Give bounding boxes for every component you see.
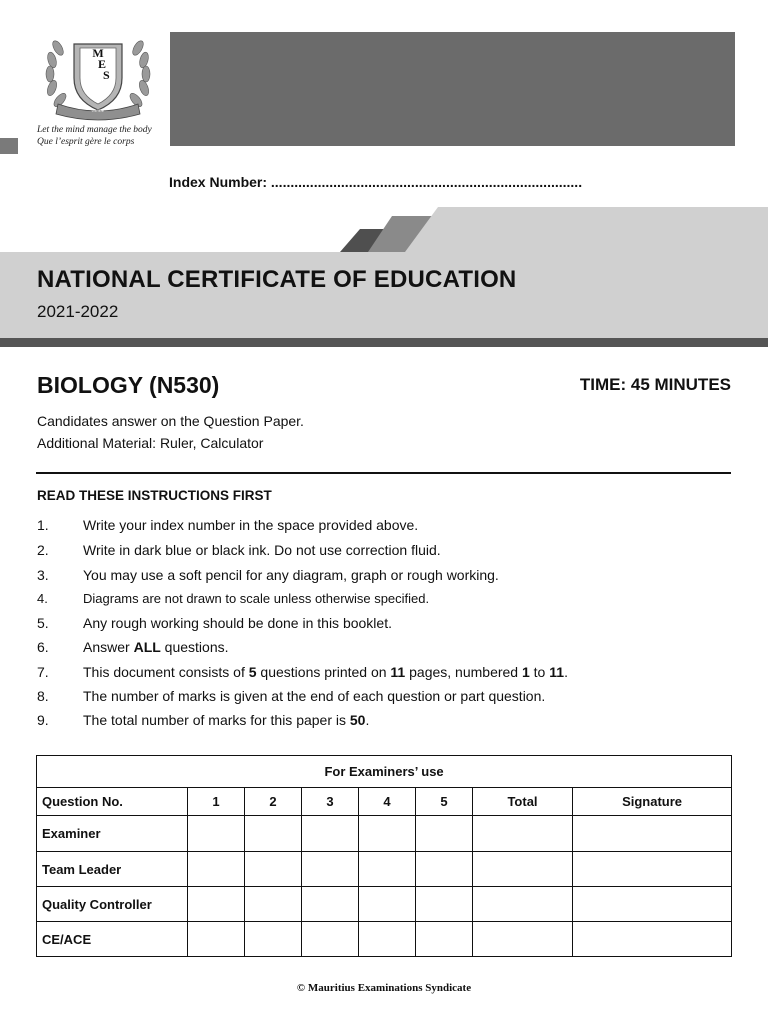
logo-letters bbox=[89, 46, 110, 82]
instruction-number: 2. bbox=[37, 542, 49, 558]
instruction-emphasis: 50 bbox=[349, 712, 366, 728]
instruction-text bbox=[83, 615, 392, 631]
instruction-emphasis: 11 bbox=[549, 664, 565, 680]
instruction-emphasis: 1 bbox=[521, 664, 530, 680]
column-header-question-no: Question No. bbox=[37, 788, 188, 816]
instruction-fragment: This document consists of bbox=[83, 664, 249, 680]
divider bbox=[36, 472, 731, 474]
instruction-fragment: . bbox=[365, 712, 370, 728]
instruction-fragment: Any rough working should be done in this booklet. bbox=[83, 615, 392, 631]
table-header-row bbox=[37, 788, 732, 816]
motto-french: Que l’esprit gère le corps bbox=[37, 137, 135, 147]
instruction-fragment: questions printed on bbox=[256, 664, 391, 680]
mark-cell bbox=[416, 852, 473, 887]
instruction-number: 8. bbox=[37, 688, 49, 704]
instruction-fragment: Answer bbox=[83, 639, 134, 655]
mark-cell bbox=[245, 852, 302, 887]
mark-cell bbox=[573, 852, 732, 887]
subject-title: BIOLOGY (N530) bbox=[37, 372, 220, 398]
mark-cell bbox=[359, 816, 416, 852]
column-header: 5 bbox=[416, 788, 473, 816]
examiners-table bbox=[36, 755, 732, 957]
index-number-field bbox=[169, 174, 582, 190]
instruction-emphasis: ALL bbox=[133, 639, 161, 655]
certificate-title: NATIONAL CERTIFICATE OF EDUCATION bbox=[37, 266, 517, 293]
instruction-fragment: You may use a soft pencil for any diagram, graph or rough working. bbox=[83, 567, 499, 583]
instruction-fragment: questions. bbox=[160, 639, 229, 655]
instruction-number: 1. bbox=[37, 517, 49, 533]
mark-cell bbox=[359, 922, 416, 957]
mark-cell bbox=[573, 816, 732, 852]
instruction-text bbox=[83, 517, 418, 533]
instruction-number: 9. bbox=[37, 712, 49, 728]
mark-cell bbox=[473, 852, 573, 887]
mark-cell bbox=[245, 816, 302, 852]
mark-cell bbox=[473, 887, 573, 922]
mark-cell bbox=[188, 887, 245, 922]
instructions-heading: READ THESE INSTRUCTIONS FIRST bbox=[37, 488, 272, 503]
column-header: 4 bbox=[359, 788, 416, 816]
additional-material: Additional Material: Ruler, Calculator bbox=[37, 435, 264, 451]
header-grey-box bbox=[170, 32, 735, 146]
instruction-fragment: to bbox=[529, 664, 550, 680]
row-label: Team Leader bbox=[37, 852, 188, 887]
column-header: 1 bbox=[188, 788, 245, 816]
mark-cell bbox=[302, 887, 359, 922]
table-row bbox=[37, 816, 732, 852]
logo-letter-m: M bbox=[92, 46, 104, 60]
instruction-fragment: pages, numbered bbox=[405, 664, 522, 680]
instruction-text bbox=[83, 639, 229, 655]
logo-letter-s: S bbox=[103, 68, 110, 82]
instruction-text bbox=[83, 542, 441, 558]
row-label: CE/ACE bbox=[37, 922, 188, 957]
index-number-dots: ................................................................................ bbox=[270, 174, 583, 190]
instruction-number: 4. bbox=[37, 591, 48, 606]
instruction-text bbox=[83, 688, 545, 704]
mark-cell bbox=[302, 852, 359, 887]
mark-cell bbox=[302, 816, 359, 852]
mark-cell bbox=[188, 852, 245, 887]
instruction-fragment: The total number of marks for this paper is bbox=[83, 712, 350, 728]
instruction-text bbox=[83, 712, 369, 728]
instruction-fragment: Write your index number in the space provided above. bbox=[83, 517, 419, 533]
instruction-emphasis: 11 bbox=[390, 664, 406, 680]
table-row bbox=[37, 887, 732, 922]
copyright-footer: © Mauritius Examinations Syndicate bbox=[296, 982, 472, 994]
column-header: Total bbox=[473, 788, 573, 816]
mark-cell bbox=[416, 887, 473, 922]
column-header: 3 bbox=[302, 788, 359, 816]
instruction-number: 5. bbox=[37, 615, 49, 631]
logo-ribbon-text: GUIDE bbox=[91, 108, 105, 113]
instruction-fragment: . bbox=[564, 664, 568, 680]
mark-cell bbox=[573, 887, 732, 922]
certificate-year: 2021-2022 bbox=[37, 302, 119, 321]
instruction-text bbox=[83, 567, 499, 583]
index-number-label: Index Number: bbox=[169, 174, 268, 190]
row-label: Quality Controller bbox=[37, 887, 188, 922]
table-row bbox=[37, 922, 732, 957]
table-caption: For Examiners’ use bbox=[37, 756, 732, 788]
mark-cell bbox=[416, 922, 473, 957]
motto-english: Let the mind manage the body bbox=[37, 125, 152, 135]
instruction-number: 6. bbox=[37, 639, 49, 655]
column-header: 2 bbox=[245, 788, 302, 816]
mark-cell bbox=[188, 922, 245, 957]
instruction-fragment: Write in dark blue or black ink. Do not use correction fluid. bbox=[83, 542, 441, 558]
mark-cell bbox=[359, 852, 416, 887]
mark-cell bbox=[245, 922, 302, 957]
motto bbox=[37, 124, 152, 148]
instruction-fragment: Diagrams are not drawn to scale unless otherwise specified. bbox=[83, 591, 430, 606]
table-caption-row bbox=[37, 756, 732, 788]
instruction-text bbox=[83, 664, 568, 680]
mark-cell bbox=[359, 887, 416, 922]
instruction-number: 3. bbox=[37, 567, 49, 583]
instruction-number: 7. bbox=[37, 664, 49, 680]
answer-instruction: Candidates answer on the Question Paper. bbox=[37, 413, 304, 429]
instruction-text bbox=[83, 591, 429, 606]
mark-cell bbox=[188, 816, 245, 852]
mark-cell bbox=[302, 922, 359, 957]
instruction-fragment: The number of marks is given at the end of each question or part question. bbox=[83, 688, 546, 704]
mark-cell bbox=[473, 922, 573, 957]
row-label: Examiner bbox=[37, 816, 188, 852]
mark-cell bbox=[573, 922, 732, 957]
mark-cell bbox=[245, 887, 302, 922]
column-header: Signature bbox=[573, 788, 732, 816]
left-margin-marker bbox=[0, 138, 18, 154]
logo-letter-e: E bbox=[97, 57, 106, 71]
table-row bbox=[37, 852, 732, 887]
mark-cell bbox=[416, 816, 473, 852]
mark-cell bbox=[473, 816, 573, 852]
instruction-emphasis: 5 bbox=[248, 664, 257, 680]
exam-duration: TIME: 45 MINUTES bbox=[579, 375, 731, 394]
